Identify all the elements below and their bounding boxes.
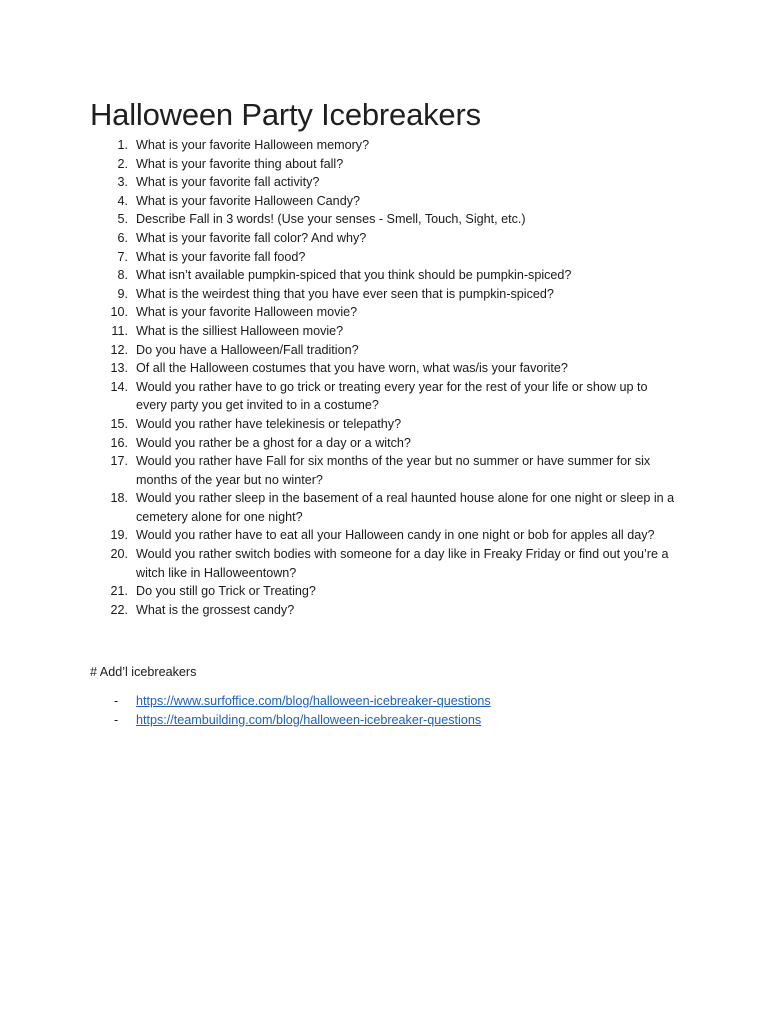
question-text: Would you rather be a ghost for a day or a witch? <box>136 435 411 450</box>
item-number: 5. <box>117 212 128 227</box>
list-item <box>0 582 681 601</box>
item-number: 18. <box>110 491 128 506</box>
item-number: 14. <box>110 379 128 394</box>
list-item <box>0 452 681 489</box>
links-list <box>0 692 768 729</box>
list-item <box>0 322 681 341</box>
question-text: Would you rather have to eat all your Halloween candy in one night or bob for apples all day? <box>136 528 655 543</box>
question-text: Would you rather have to go trick or treating every year for the rest of your life or show up to every party you get invited to in a costume? <box>136 379 648 413</box>
list-item <box>0 489 681 526</box>
list-item <box>0 136 681 155</box>
list-item <box>0 192 681 211</box>
item-number: 19. <box>110 528 128 543</box>
list-item <box>0 266 681 285</box>
list-item <box>0 359 681 378</box>
item-number: 10. <box>110 305 128 320</box>
list-item <box>0 341 681 360</box>
question-text: What isn’t available pumpkin-spiced that you think should be pumpkin-spiced? <box>136 268 572 283</box>
item-number: 1. <box>117 138 128 152</box>
question-text: Would you rather have Fall for six months of the year but no summer or have summer for six months of the year but no winter? <box>136 454 651 487</box>
question-text: Would you rather switch bodies with someone for a day like in Freaky Friday or find out you’re a witch like in Halloweentown? <box>136 547 669 580</box>
dash-bullet: - <box>114 694 119 708</box>
item-number: 21. <box>110 584 128 599</box>
list-item <box>0 210 681 229</box>
list-item <box>0 692 768 711</box>
list-item <box>0 285 681 304</box>
list-item <box>0 434 681 453</box>
additional-icebreakers-heading: # Add’l icebreakers <box>90 665 197 679</box>
item-number: 16. <box>110 435 128 450</box>
question-text: What is the silliest Halloween movie? <box>136 323 344 338</box>
question-text: What is your favorite Halloween Candy? <box>136 193 360 208</box>
item-number: 8. <box>117 268 128 283</box>
list-item <box>0 229 681 248</box>
item-number: 13. <box>110 361 128 376</box>
item-number: 12. <box>110 342 128 357</box>
item-number: 17. <box>110 454 128 469</box>
item-number: 20. <box>110 547 128 562</box>
item-number: 2. <box>117 156 128 171</box>
question-text: What is your favorite fall color? And why? <box>136 230 367 245</box>
question-text: What is the grossest candy? <box>136 602 295 617</box>
item-number: 4. <box>117 193 128 208</box>
list-item <box>0 155 681 174</box>
item-number: 9. <box>117 286 128 301</box>
item-number: 6. <box>117 230 128 245</box>
list-item <box>0 303 681 322</box>
list-item <box>0 173 681 192</box>
question-text: Of all the Halloween costumes that you have worn, what was/is your favorite? <box>136 361 568 376</box>
question-text: Would you rather have telekinesis or telepathy? <box>136 416 402 431</box>
list-item <box>0 378 681 415</box>
item-number: 22. <box>110 602 128 617</box>
surfoffice-link[interactable]: https://www.surfoffice.com/blog/halloween-icebreaker-questions <box>136 694 491 708</box>
item-number: 7. <box>117 249 128 264</box>
list-item <box>0 601 681 620</box>
question-text: What is your favorite fall food? <box>136 249 306 264</box>
dash-bullet: - <box>114 712 119 727</box>
list-item <box>0 545 681 582</box>
item-number: 15. <box>110 416 128 431</box>
question-text: What is the weirdest thing that you have ever seen that is pumpkin-spiced? <box>136 286 554 301</box>
teambuilding-link[interactable]: https://teambuilding.com/blog/halloween-icebreaker-questions <box>136 712 482 727</box>
question-text: Do you still go Trick or Treating? <box>136 584 316 599</box>
questions-list <box>0 136 768 619</box>
item-number: 11. <box>111 323 128 338</box>
list-item <box>0 415 681 434</box>
list-item <box>0 526 681 545</box>
question-text: What is your favorite Halloween movie? <box>136 305 358 320</box>
list-item <box>0 248 681 267</box>
question-text: Would you rather sleep in the basement of a real haunted house alone for one night or sleep in a cemetery alone for one night? <box>136 491 675 524</box>
question-text: What is your favorite thing about fall? <box>136 156 344 171</box>
item-number: 3. <box>117 175 128 190</box>
question-text: What is your favorite fall activity? <box>136 175 320 190</box>
document-title: Halloween Party Icebreakers <box>90 97 481 132</box>
question-text: Describe Fall in 3 words! (Use your senses - Smell, Touch, Sight, etc.) <box>136 212 526 227</box>
question-text: What is your favorite Halloween memory? <box>136 138 370 152</box>
list-item <box>0 711 768 730</box>
question-text: Do you have a Halloween/Fall tradition? <box>136 342 359 357</box>
